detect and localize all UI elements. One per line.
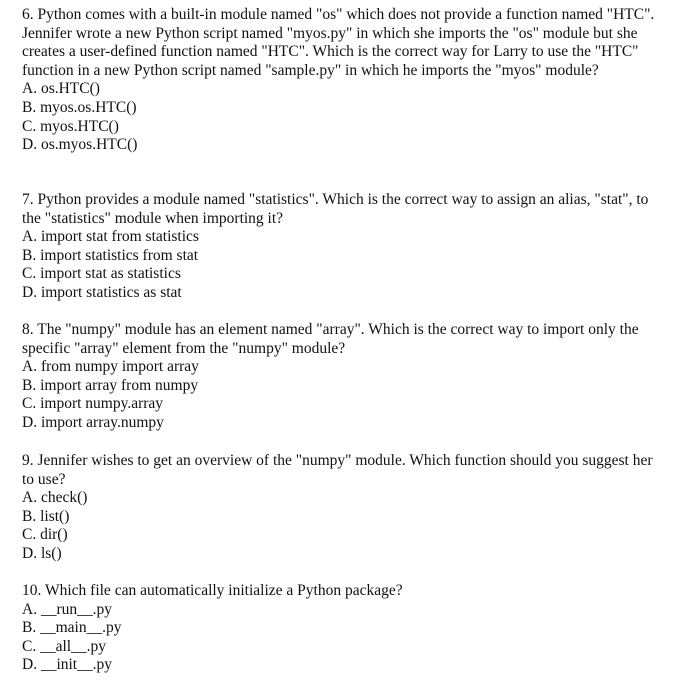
answer-options	[22, 489, 662, 563]
answer-option-a: A. os.HTC()	[22, 80, 100, 98]
question-10	[22, 582, 662, 675]
answer-options	[22, 80, 662, 154]
answer-option-d: D. import statistics as stat	[22, 283, 182, 301]
answer-option-a: A. import stat from statistics	[22, 228, 199, 246]
answer-option-c: C. import stat as statistics	[22, 265, 181, 283]
answer-option-a: A. from numpy import array	[22, 358, 199, 376]
answer-option-d: D. __init__.py	[22, 656, 112, 674]
answer-option-b: B. import array from numpy	[22, 376, 199, 394]
question-stem: 10. Which file can automatically initialize a Python package?	[22, 582, 403, 599]
answer-option-a: A. __run__.py	[22, 600, 112, 618]
answer-option-c: C. myos.HTC()	[22, 117, 119, 135]
question-8	[22, 321, 662, 433]
answer-option-c: C. __all__.py	[22, 637, 106, 655]
answer-option-b: B. myos.os.HTC()	[22, 98, 137, 116]
answer-options	[22, 228, 662, 302]
answer-option-b: B. __main__.py	[22, 619, 122, 637]
answer-option-c: C. dir()	[22, 526, 68, 544]
question-7	[22, 191, 662, 303]
question-stem: 9. Jennifer wishes to get an overview of the "numpy" module. Which function should you suggest her to use?	[22, 452, 653, 488]
answer-options	[22, 601, 662, 675]
question-stem: 8. The "numpy" module has an element named "array". Which is the correct way to import only the specific "array" element from the "numpy" module?	[22, 321, 639, 357]
answer-options	[22, 358, 662, 432]
answer-option-d: D. import array.numpy	[22, 413, 164, 431]
question-9	[22, 452, 662, 564]
answer-option-c: C. import numpy.array	[22, 395, 164, 413]
answer-option-b: B. import statistics from stat	[22, 246, 199, 264]
answer-option-d: D. ls()	[22, 544, 62, 562]
answer-option-a: A. check()	[22, 489, 88, 507]
question-6	[22, 6, 662, 155]
answer-option-b: B. list()	[22, 507, 70, 525]
answer-option-d: D. os.myos.HTC()	[22, 136, 138, 154]
question-stem: 7. Python provides a module named "statistics". Which is the correct way to assign an alias, "stat", to the "statistics" module when importing it?	[22, 191, 649, 227]
question-stem: 6. Python comes with a built-in module named "os" which does not provide a function named "HTC". Jennifer wrote a new Python script named "myos.py" in which she imports the "os" module but she creates a user-defined function named "HTC". Which is the correct way for Larry to use the "HTC" function in a new Python script named "sample.py" in which he imports the "myos" module?	[22, 6, 655, 79]
